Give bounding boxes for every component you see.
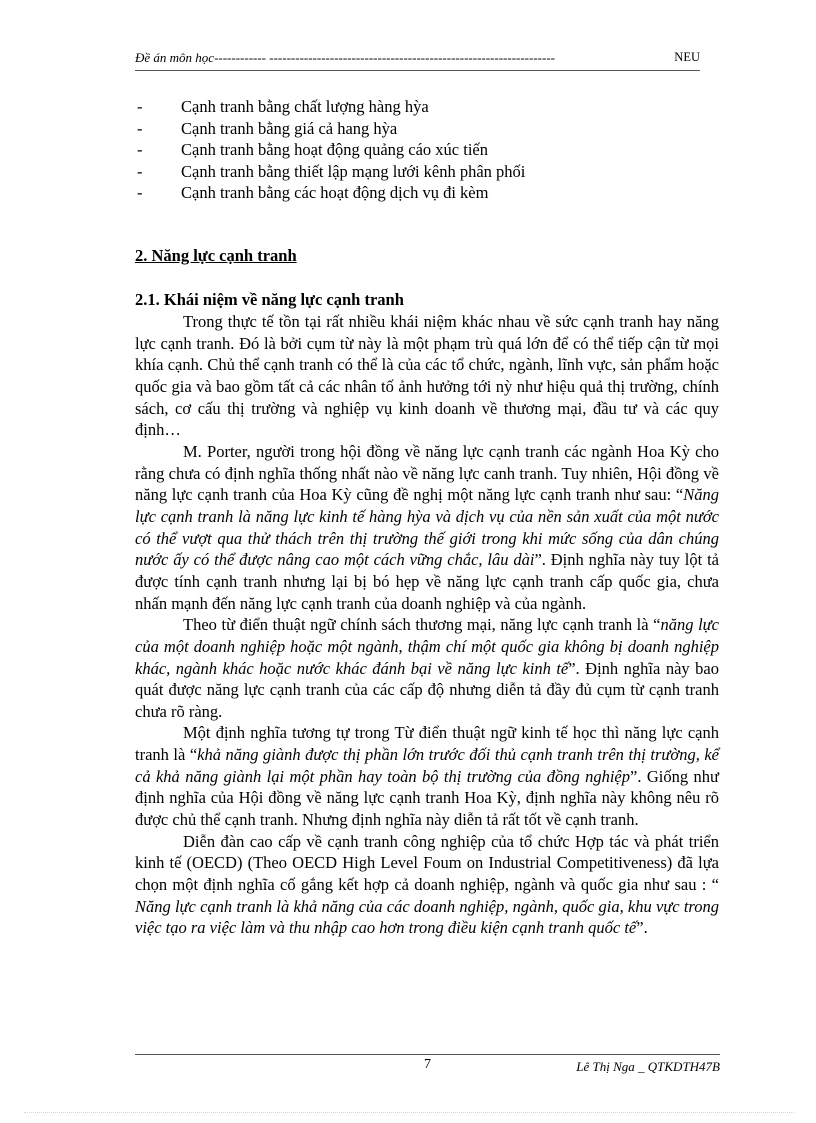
bullet-marker: - — [137, 97, 143, 116]
bullet-marker: - — [137, 118, 143, 138]
bullet-item: - Cạnh tranh bằng hoạt động quảng cáo xúc tiến — [137, 140, 488, 160]
footer-rule — [135, 1054, 720, 1055]
page-header — [135, 50, 700, 68]
bullet-marker: - — [137, 140, 143, 160]
section-title: 2. Năng lực cạnh tranh — [135, 246, 297, 265]
paragraph: Theo từ điển thuật ngữ chính sách thương mại, năng lực cạnh tranh là “năng lực của một doanh nghiệp hoặc một ngành, thậm chí một quốc gia không bị doanh nghiệp khác, ngành khác hoặc nước khác đánh bại về năng lực kinh tế”. Định nghĩa này bao quát được năng lực cạnh tranh của các cấp độ nhưng diễn tả đầy đủ cụm từ cạnh tranh chưa rõ ràng. — [135, 615, 719, 721]
header-rule — [135, 70, 700, 71]
paragraph: Diễn đàn cao cấp về cạnh tranh công nghiệp của tổ chức Hợp tác và phát triển kinh tế (OECD) (Theo OECD High Level Foum on Industrial Competitiveness) đã lựa chọn một định nghĩa cố gắng kết hợp cả doanh nghiệp, ngành và quốc gia như sau : “ Năng lực cạnh tranh là khả năng của các doanh nghiệp, ngành, quốc gia, khu vực trong việc tạo ra việc làm và thu nhập cao hơn trong điều kiện cạnh tranh quốc tế”. — [135, 831, 719, 938]
bullet-item: - Cạnh tranh bằng giá cả hang hỳa — [137, 118, 398, 138]
bullet-marker: - — [137, 161, 143, 181]
footer-author: Lê Thị Nga _ QTKDTH47B — [576, 1059, 720, 1074]
header-left-text: Đề án môn học------------ ------------------------------------------------------------------ — [135, 50, 555, 65]
bullet-item: - Cạnh tranh bằng chất lượng hàng hỳa — [137, 97, 429, 116]
paragraph: Một định nghĩa tương tự trong Từ điển thuật ngữ kinh tế học thì năng lực cạnh tranh là “khả năng giành được thị phần lớn trước đối thủ cạnh tranh trên thị trường, kể cả khả năng giành lại một phần hay toàn bộ thị trường của đồng nghiệp”. Giống như định nghĩa của Hội đồng về năng lực cạnh tranh Hoa Kỳ, định nghĩa này không nêu rõ được chủ thể cạnh tranh. Nhưng định nghĩa này diễn tả rất tốt về cạnh tranh. — [135, 723, 719, 830]
quote-italic: Năng lực cạnh tranh là năng lực kinh tế hàng hỳa và dịch vụ của nền sản xuất của một nước có thể vượt qua thử thách trên thị trường thế giới trong khi mức sống của dân chúng nước ấy có thể được nâng cao một cách vững chắc, lâu dài — [135, 485, 719, 570]
header-right-text: NEU — [674, 50, 700, 64]
body-text — [135, 311, 719, 939]
bullet-item: - Cạnh tranh bằng thiết lập mạng lưới kênh phân phối — [137, 161, 526, 181]
quote-italic: Năng lực cạnh tranh là khả năng của các doanh nghiệp, ngành, quốc gia, khu vực trong việc tạo ra việc làm và thu nhập cao hơn trong điều kiện cạnh tranh quốc tế — [135, 896, 719, 938]
quote-italic: khả năng giành được thị phần lớn trước đối thủ cạnh tranh trên thị trường, kể cả khả năng giành lại một phần hay toàn bộ thị trường của đồng nghiệp — [135, 745, 719, 786]
subsection-title: 2.1. Khái niệm về năng lực cạnh tranh — [135, 290, 404, 309]
quote-italic: năng lực của một doanh nghiệp hoặc một ngành, thậm chí một quốc gia không bị doanh nghiệp khác, ngành khác hoặc nước khác đánh bại về năng lực kinh tế — [135, 615, 719, 678]
paragraph: M. Porter, người trong hội đồng về năng lực cạnh tranh các ngành Hoa Kỳ cho rằng chưa có định nghĩa thống nhất nào về năng lực canh tranh. Tuy nhiên, Hội đồng về năng lực cạnh tranh của Hoa Kỳ cũng đề nghị một năng lực cạnh tranh như sau: “Năng lực cạnh tranh là năng lực kinh tế hàng hỳa và dịch vụ của nền sản xuất của một nước có thể vượt qua thử thách trên thị trường thế giới trong khi mức sống của dân chúng nước ấy có thể được nâng cao một cách vững chắc, lâu dài”. Định nghĩa này tuy lột tả được tính cạnh tranh nhưng lại bị bó hẹp về năng lực cạnh tranh cấp quốc gia, chưa nhấn mạnh đến năng lực cạnh tranh của doanh nghiệp và của ngành. — [135, 441, 719, 613]
bullet-marker: - — [137, 183, 143, 203]
page-edge-divider — [24, 1112, 794, 1113]
bullet-item: - Cạnh tranh bằng các hoạt động dịch vụ đi kèm — [137, 183, 489, 203]
bullet-list — [135, 96, 715, 204]
page-number: 7 — [424, 1057, 431, 1072]
paragraph: Trong thực tế tồn tại rất nhiều khái niệm khác nhau về sức cạnh tranh hay năng lực cạnh tranh. Đó là bởi cụm từ này là một phạm trù quá lớn để có thể tiếp cận từ mọi khía cạnh. Chủ thể cạnh tranh có thể là của các tổ chức, ngành, lĩnh vực, sản phẩm hoặc quốc gia và bao gồm tất cả các nhân tố ảnh hưởng tới nỳ như hiệu quả thị trường, chính sách, cơ cấu thị trường và nghiệp vụ kinh doanh về thương mại, đầu tư và các quy định… — [135, 312, 719, 440]
